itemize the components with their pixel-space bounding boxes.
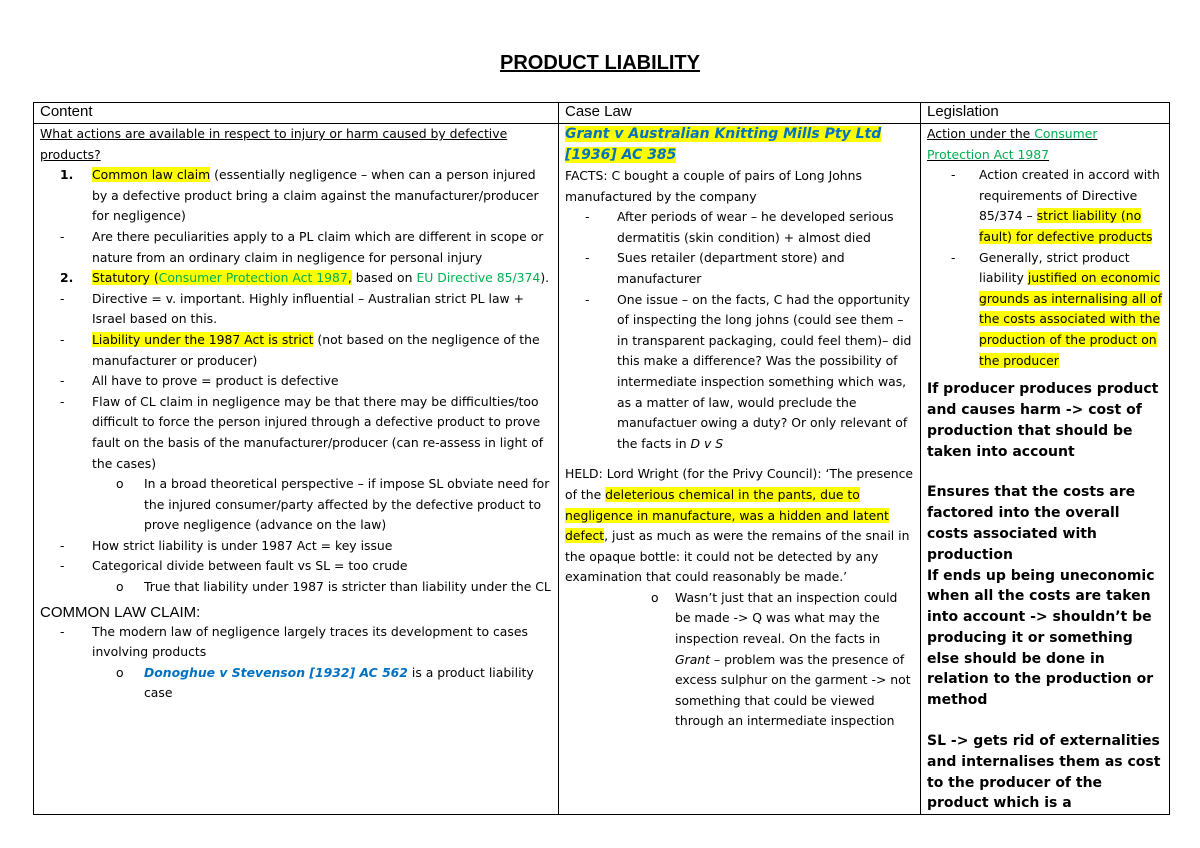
column-header-content: Content [34,103,559,124]
page-title: PRODUCT LIABILITY [500,52,700,74]
list-text: How strict liability is under 1987 Act = key issue [92,537,393,553]
list-item [40,371,552,392]
list-item: 2. Statutory (Consumer Protection Act 1987, based on EU Directive 85/374). [40,268,552,289]
list-item: o Wasn’t just that an inspection could be made -> Q was what may the inspection reveal. On the facts in Grant – problem was the presence of excess sulphur on the garment -> not something that could be viewed through an intermediate inspection [651,589,911,729]
dash-marker: - [585,250,590,266]
dash-marker: - [951,249,956,265]
case-facts: FACTS: C bought a couple of pairs of Long Johns manufactured by the company [565,168,862,204]
list-number: 2. [60,270,74,286]
facts-list [565,207,914,454]
list-text: Categorical divide between fault vs SL = too crude [92,558,408,574]
notes-table [33,102,1170,815]
list-text: After periods of wear – he developed serious dermatitis (skin condition) + almost died [617,209,894,245]
list-text: In a broad theoretical perspective – if impose SL obviate need for the injured consumer/party affected by the defective product to prove negligence (advance on the law) [144,476,550,533]
case-title: Grant v Australian Knitting Mills Pty Ltd [1936] AC 385 [565,126,882,163]
list-item [40,330,552,371]
common-law-list [40,622,552,704]
list-text: Are there peculiarities apply to a PL claim which are different in scope or nature from an ordinary claim in negligence for personal injury [92,228,544,265]
dash-marker: - [951,167,956,183]
legislation-paragraph: SL -> gets rid of externalities and internalises them as cost to the producer of the product which is a [927,733,1161,812]
directive-reference: EU Directive 85/374 [416,270,541,286]
dash-marker: - [60,373,65,389]
list-item [40,289,552,330]
dash-marker: - [60,558,65,574]
list-item [40,663,552,704]
legislation-list [927,165,1163,371]
circle-marker: o [116,664,124,680]
list-item [40,556,552,577]
list-text: All have to prove = product is defective [92,373,339,389]
header-row [34,103,1170,124]
highlight-text: justified on economic grounds as internalising all of the costs associated with the production of the product on the producer [979,270,1163,368]
list-number: 1. [60,167,74,183]
list-item [40,392,552,474]
section-heading: COMMON LAW CLAIM: [40,603,201,621]
column-header-case-law: Case Law [559,103,921,124]
highlight-text: deleterious chemical in the pants, due to negligence in manufacture, was a hidden and latent defect [565,486,889,544]
legislation-cell [921,124,1170,815]
list-item [565,207,914,248]
statute-reference: Consumer Protection Act 1987 [158,270,348,286]
dash-marker: - [60,537,65,553]
case-abbrev: D v S [690,435,724,451]
legislation-intro: Action under the Consumer Protection Act 1987 [927,126,1098,162]
list-text: Directive = v. important. Highly influential – Australian strict PL law + Israel based on this. [92,290,524,327]
list-text: Sues retailer (department store) and manufacturer [617,250,845,286]
legislation-paragraph: If producer produces product and causes harm -> cost of production that should be taken into account [927,381,1159,460]
content-intro: What actions are available in respect to injury or harm caused by defective products? [40,126,508,162]
list-text: is a product liability case [144,664,534,701]
list-text: One issue – on the facts, C had the opportunity of inspecting the long johns (could see them – in transparent packaging, could feel them)– did this make a difference? Was the possibility of intermediate inspection something which was, as a matter of law, would preclude the manufactuer owing a duty? Or only relevant of the facts in [617,291,912,451]
list-item [565,248,914,289]
circle-marker: o [116,476,124,492]
highlight-text: strict liability (no fault) for defective products [979,208,1153,244]
dash-marker: - [585,209,590,225]
dash-marker: - [60,623,65,639]
circle-marker: o [651,589,659,605]
dash-marker: - [60,290,65,306]
list-item: - Generally, strict product liability justified on economic grounds as internalising all of the costs associated with the production of the product on the producer [951,249,1163,368]
list-item [40,474,552,536]
legislation-paragraph: Ensures that the costs are factored into the overall costs associated with production [927,484,1136,563]
column-header-legislation: Legislation [921,103,1170,124]
dash-marker: - [60,393,65,409]
content-cell [34,124,559,815]
highlight-text: Liability under the 1987 Act is strict [92,331,314,347]
list-text: (essentially negligence – when can a person injured by a defective product bring a claim against the manufacturer/producer for negligence) [92,167,539,224]
list-item [40,622,552,663]
list-text: Flaw of CL claim in negligence may be that there may be difficulties/too difficult to force the person injured through a defective product to prove fault on the basis of the manufacturer/producer (can re-assess in light of the cases) [92,393,544,471]
legislation-paragraph: If ends up being uneconomic when all the costs are taken into account -> shouldn’t be producing it or something else should be done in relation to the production or method [927,567,1155,709]
case-held: HELD: Lord Wright (for the Privy Council): ‘The presence of the deleterious chemical in the pants, due to negligence in manufacture, was a hidden and latent defect, just as much as were the remains of the snail in the opaque bottle: it could not be detected by any examination that could reasonably be made.’ [565,466,914,585]
dash-marker: - [60,331,65,347]
list-item [40,577,552,598]
list-item [40,536,552,557]
case-citation: Donoghue v Stevenson [1932] AC 562 [144,664,408,680]
highlight-text: Common law claim [92,167,211,183]
list-item [40,165,552,227]
dash-marker: - [60,228,65,244]
list-item: - Action created in accord with requirements of Directive 85/374 – strict liability (no fault) for defective products [951,167,1160,244]
statute-reference: Consumer Protection Act 1987 [927,126,1098,162]
list-text: (not based on the negligence of the manufacturer or producer) [92,331,540,368]
highlight-text: Statutory (Consumer Protection Act 1987, [92,270,352,286]
list-text: The modern law of negligence largely traces its development to cases involving products [92,623,528,660]
list-item [40,227,552,268]
circle-marker: o [116,579,124,595]
dash-marker: - [585,291,590,307]
content-list [40,165,552,597]
list-item [565,290,914,455]
held-list [565,588,914,732]
list-text: True that liability under 1987 is stricter than liability under the CL [144,579,551,595]
case-law-cell [559,124,921,815]
